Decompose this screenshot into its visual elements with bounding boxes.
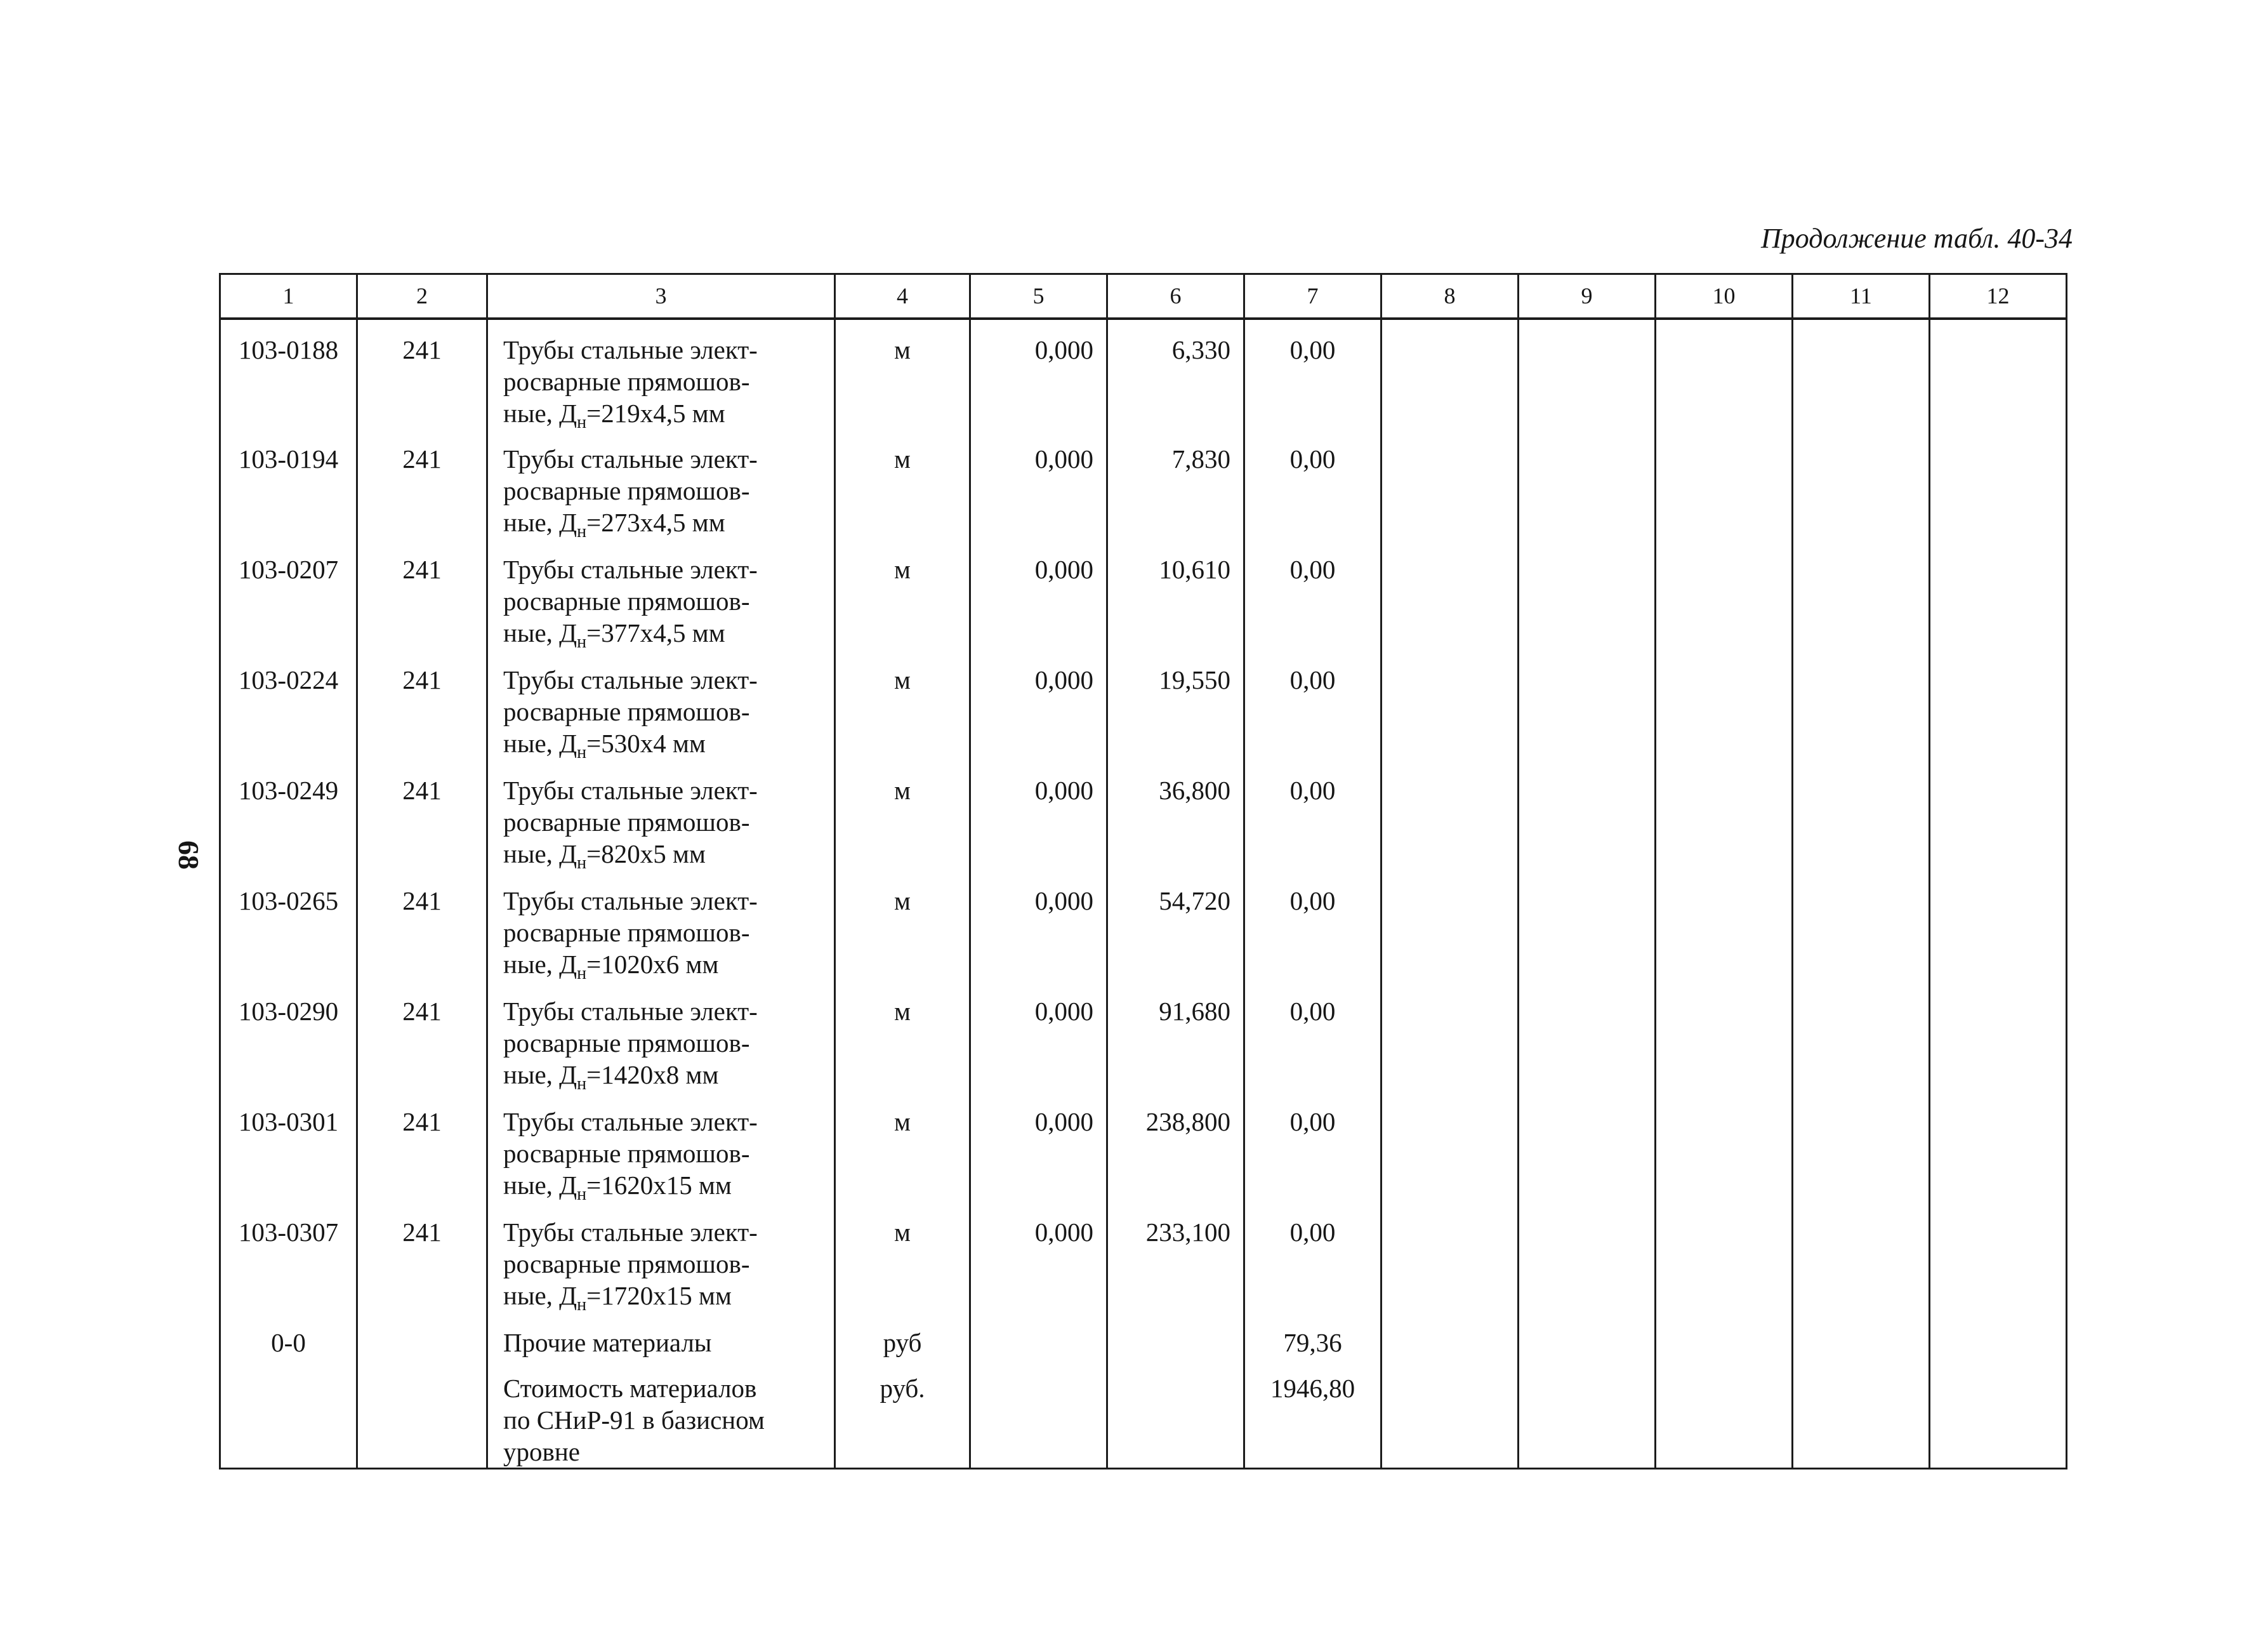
cell-col6: 6,330	[1107, 319, 1244, 429]
cell-col7: 0,00	[1244, 1202, 1381, 1313]
table-body	[220, 319, 2067, 1469]
cell-code: 103-0307	[220, 1202, 357, 1313]
cell-empty	[1381, 981, 1519, 1092]
cell-empty	[1381, 760, 1519, 871]
name-suffix: =1620х15 мм	[586, 1170, 732, 1200]
name-prefix: ные, Д	[503, 1170, 577, 1200]
subscript: н	[577, 1073, 587, 1094]
cell-empty	[1793, 1092, 1930, 1202]
cell-col5: 0,000	[970, 1092, 1107, 1202]
cell-empty	[1381, 1092, 1519, 1202]
cell-empty	[1656, 1313, 1793, 1358]
column-header: 12	[1930, 274, 2067, 319]
column-header: 2	[357, 274, 487, 319]
column-header: 10	[1656, 274, 1793, 319]
cell-unit: м	[835, 429, 970, 540]
subscript: н	[577, 742, 587, 762]
cell-empty	[1793, 650, 1930, 760]
cell-section: 241	[357, 429, 487, 540]
cell-empty	[1656, 650, 1793, 760]
table-caption: Продолжение табл. 40-34	[1761, 223, 2073, 254]
cell-unit: м	[835, 540, 970, 650]
column-header: 11	[1793, 274, 1930, 319]
subscript: н	[577, 963, 587, 983]
name-line	[503, 617, 825, 652]
cell-empty	[1519, 650, 1656, 760]
cell-empty	[1793, 429, 1930, 540]
cell-code: 103-0188	[220, 319, 357, 429]
subscript: н	[577, 1184, 587, 1204]
cell-col6: 238,800	[1107, 1092, 1244, 1202]
cell-empty	[1793, 1202, 1930, 1313]
cell-col5: 0,000	[970, 650, 1107, 760]
cell-empty	[1519, 760, 1656, 871]
page-number: 68	[173, 840, 205, 870]
cell-name: Прочие материалы	[487, 1313, 835, 1358]
name-line: Трубы стальные элект-	[503, 665, 758, 694]
cell-name	[487, 981, 835, 1092]
name-line: росварные прямошов-	[503, 807, 750, 837]
name-line	[503, 948, 825, 983]
name-line: росварные прямошов-	[503, 1138, 750, 1168]
cell-col5: 0,000	[970, 429, 1107, 540]
table-row	[220, 981, 2067, 1092]
cell-col5	[970, 1313, 1107, 1358]
cell-name	[487, 760, 835, 871]
cell-name	[487, 540, 835, 650]
cell-name	[487, 429, 835, 540]
materials-table	[219, 273, 2067, 1469]
cell-empty	[1381, 1358, 1519, 1469]
subscript: н	[577, 632, 587, 652]
subscript: н	[577, 412, 587, 432]
cell-col6: 7,830	[1107, 429, 1244, 540]
cell-unit: м	[835, 981, 970, 1092]
name-line: уровне	[503, 1436, 580, 1466]
name-prefix: ные, Д	[503, 507, 577, 537]
table-row	[220, 540, 2067, 650]
table-row	[220, 760, 2067, 871]
cell-empty	[1519, 1313, 1656, 1358]
name-line: росварные прямошов-	[503, 586, 750, 616]
cell-col7: 0,00	[1244, 760, 1381, 871]
name-suffix: =530х4 мм	[586, 728, 706, 758]
table-row-total	[220, 1358, 2067, 1469]
cell-col7: 0,00	[1244, 429, 1381, 540]
cell-col6: 54,720	[1107, 871, 1244, 981]
cell-empty	[1519, 319, 1656, 429]
column-header: 6	[1107, 274, 1244, 319]
name-line: росварные прямошов-	[503, 1249, 750, 1278]
name-suffix: =1020х6 мм	[586, 949, 719, 979]
cell-empty	[1656, 871, 1793, 981]
cell-section: 241	[357, 319, 487, 429]
cell-section: 241	[357, 1092, 487, 1202]
name-line	[503, 1280, 825, 1315]
cell-section: 241	[357, 1202, 487, 1313]
cell-empty	[1656, 319, 1793, 429]
name-prefix: ные, Д	[503, 398, 577, 428]
cell-name	[487, 650, 835, 760]
cell-col5	[970, 1358, 1107, 1469]
cell-code: 103-0207	[220, 540, 357, 650]
table-row	[220, 871, 2067, 981]
cell-empty	[1930, 650, 2067, 760]
cell-empty	[1930, 871, 2067, 981]
cell-empty	[1930, 1202, 2067, 1313]
cell-empty	[1519, 981, 1656, 1092]
cell-section	[357, 1358, 487, 1469]
cell-empty	[1519, 1358, 1656, 1469]
name-line: Трубы стальные элект-	[503, 996, 758, 1026]
cell-empty	[1519, 540, 1656, 650]
name-line: Трубы стальные элект-	[503, 1106, 758, 1136]
table-row-other-materials	[220, 1313, 2067, 1358]
cell-col7: 1946,80	[1244, 1358, 1381, 1469]
name-line: по СНиР-91 в базисном	[503, 1405, 765, 1435]
cell-col6: 36,800	[1107, 760, 1244, 871]
cell-section	[357, 1313, 487, 1358]
cell-empty	[1930, 319, 2067, 429]
name-suffix: =1420х8 мм	[586, 1059, 719, 1089]
cell-section: 241	[357, 981, 487, 1092]
cell-empty	[1793, 540, 1930, 650]
cell-name	[487, 1202, 835, 1313]
name-suffix: =273х4,5 мм	[586, 507, 725, 537]
cell-code: 103-0301	[220, 1092, 357, 1202]
cell-unit: руб	[835, 1313, 970, 1358]
name-line: росварные прямошов-	[503, 1028, 750, 1058]
header-row	[220, 274, 2067, 319]
name-line: Трубы стальные элект-	[503, 444, 758, 474]
cell-name	[487, 1092, 835, 1202]
cell-empty	[1381, 429, 1519, 540]
cell-col6: 19,550	[1107, 650, 1244, 760]
column-header: 8	[1381, 274, 1519, 319]
cell-col6	[1107, 1313, 1244, 1358]
name-line: Трубы стальные элект-	[503, 1217, 758, 1247]
cell-col5: 0,000	[970, 1202, 1107, 1313]
name-prefix: ные, Д	[503, 1280, 577, 1310]
cell-unit: м	[835, 1092, 970, 1202]
name-line	[503, 1169, 825, 1204]
cell-name	[487, 1358, 835, 1469]
cell-empty	[1930, 981, 2067, 1092]
cell-empty	[1519, 1092, 1656, 1202]
cell-name	[487, 871, 835, 981]
cell-unit: руб.	[835, 1358, 970, 1469]
cell-empty	[1519, 871, 1656, 981]
cell-empty	[1930, 1092, 2067, 1202]
name-line: Стоимость материалов	[503, 1373, 757, 1403]
column-header: 4	[835, 274, 970, 319]
column-header: 5	[970, 274, 1107, 319]
cell-section: 241	[357, 650, 487, 760]
cell-empty	[1381, 650, 1519, 760]
cell-code: 103-0249	[220, 760, 357, 871]
cell-unit: м	[835, 650, 970, 760]
name-line: Трубы стальные элект-	[503, 335, 758, 364]
column-header: 9	[1519, 274, 1656, 319]
cell-empty	[1793, 319, 1930, 429]
cell-empty	[1793, 1313, 1930, 1358]
cell-empty	[1793, 981, 1930, 1092]
cell-empty	[1381, 1313, 1519, 1358]
name-line: росварные прямошов-	[503, 917, 750, 947]
name-prefix: ные, Д	[503, 949, 577, 979]
cell-col5: 0,000	[970, 540, 1107, 650]
name-line: Трубы стальные элект-	[503, 775, 758, 805]
table-row	[220, 319, 2067, 429]
cell-col6: 91,680	[1107, 981, 1244, 1092]
column-header: 7	[1244, 274, 1381, 319]
cell-col7: 79,36	[1244, 1313, 1381, 1358]
name-line	[503, 838, 825, 873]
cell-unit: м	[835, 1202, 970, 1313]
name-line	[503, 1059, 825, 1094]
cell-col5: 0,000	[970, 981, 1107, 1092]
cell-col7: 0,00	[1244, 1092, 1381, 1202]
cell-unit: м	[835, 760, 970, 871]
cell-empty	[1930, 760, 2067, 871]
cell-empty	[1656, 1358, 1793, 1469]
cell-col6: 233,100	[1107, 1202, 1244, 1313]
table-row	[220, 1092, 2067, 1202]
cell-empty	[1519, 1202, 1656, 1313]
cell-empty	[1930, 540, 2067, 650]
cell-code: 103-0290	[220, 981, 357, 1092]
subscript: н	[577, 852, 587, 873]
column-header: 1	[220, 274, 357, 319]
cell-col6	[1107, 1358, 1244, 1469]
column-header: 3	[487, 274, 835, 319]
subscript: н	[577, 1294, 587, 1315]
cell-unit: м	[835, 871, 970, 981]
cell-empty	[1381, 319, 1519, 429]
cell-empty	[1930, 429, 2067, 540]
cell-empty	[1656, 981, 1793, 1092]
cell-empty	[1930, 1358, 2067, 1469]
name-suffix: =377х4,5 мм	[586, 618, 725, 647]
name-line: росварные прямошов-	[503, 366, 750, 396]
cell-code	[220, 1358, 357, 1469]
name-prefix: ные, Д	[503, 728, 577, 758]
cell-code: 103-0265	[220, 871, 357, 981]
name-prefix: ные, Д	[503, 618, 577, 647]
name-line	[503, 727, 825, 762]
cell-col7: 0,00	[1244, 319, 1381, 429]
cell-empty	[1519, 429, 1656, 540]
cell-col7: 0,00	[1244, 540, 1381, 650]
cell-section: 241	[357, 760, 487, 871]
cell-empty	[1793, 871, 1930, 981]
name-line: росварные прямошов-	[503, 475, 750, 505]
name-line	[503, 507, 825, 541]
cell-empty	[1656, 760, 1793, 871]
cell-empty	[1930, 1313, 2067, 1358]
subscript: н	[577, 521, 587, 541]
cell-col7: 0,00	[1244, 871, 1381, 981]
cell-empty	[1381, 871, 1519, 981]
cell-section: 241	[357, 871, 487, 981]
name-suffix: =820х5 мм	[586, 839, 706, 868]
name-line: росварные прямошов-	[503, 696, 750, 726]
cell-empty	[1793, 760, 1930, 871]
name-line	[503, 397, 825, 432]
cell-col7: 0,00	[1244, 981, 1381, 1092]
cell-col5: 0,000	[970, 760, 1107, 871]
cell-col5: 0,000	[970, 319, 1107, 429]
cell-empty	[1381, 1202, 1519, 1313]
cell-empty	[1656, 1092, 1793, 1202]
cell-empty	[1793, 1358, 1930, 1469]
cell-col5: 0,000	[970, 871, 1107, 981]
cell-unit: м	[835, 319, 970, 429]
table-row	[220, 650, 2067, 760]
cell-empty	[1656, 429, 1793, 540]
cell-col6: 10,610	[1107, 540, 1244, 650]
cell-col7: 0,00	[1244, 650, 1381, 760]
cell-code: 103-0194	[220, 429, 357, 540]
cell-section: 241	[357, 540, 487, 650]
cell-empty	[1656, 540, 1793, 650]
table-row	[220, 1202, 2067, 1313]
name-suffix: =219х4,5 мм	[586, 398, 725, 428]
table-row	[220, 429, 2067, 540]
cell-code: 103-0224	[220, 650, 357, 760]
cell-empty	[1381, 540, 1519, 650]
cell-empty	[1656, 1202, 1793, 1313]
name-line: Трубы стальные элект-	[503, 886, 758, 915]
name-line: Трубы стальные элект-	[503, 554, 758, 584]
name-suffix: =1720х15 мм	[586, 1280, 732, 1310]
cell-code: 0-0	[220, 1313, 357, 1358]
name-prefix: ные, Д	[503, 839, 577, 868]
name-prefix: ные, Д	[503, 1059, 577, 1089]
cell-name	[487, 319, 835, 432]
